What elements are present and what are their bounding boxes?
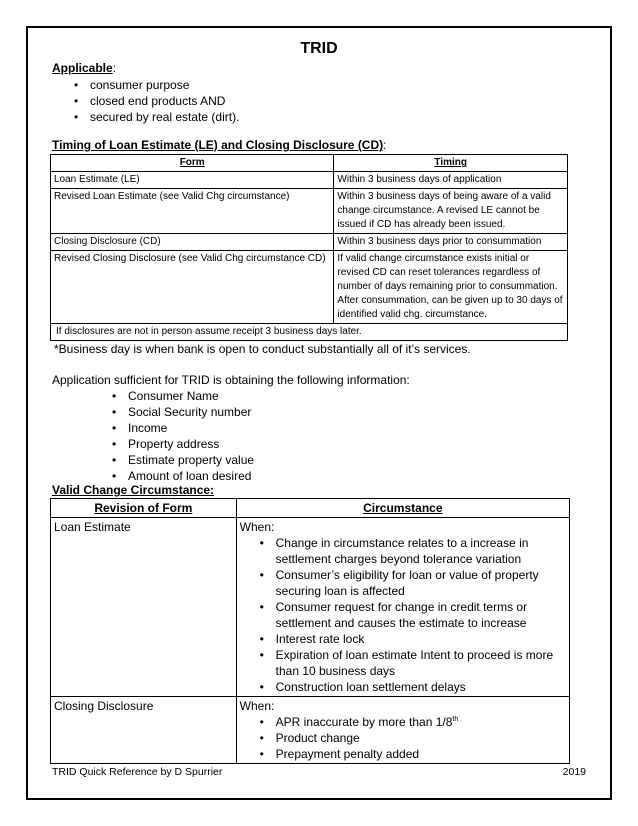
list-item: • Consumer’s eligibility for loan or value of property securing loan is affected xyxy=(240,567,566,599)
applicable-colon: : xyxy=(112,61,117,75)
when-label: When: xyxy=(239,520,275,534)
applicable-heading: Applicable xyxy=(52,61,113,75)
table-row xyxy=(51,234,568,251)
list-item: • Consumer Name xyxy=(110,388,254,404)
cell-form: Closing Disclosure xyxy=(51,697,237,764)
list-item: • Estimate property value xyxy=(110,452,254,468)
cell-form: Revised Loan Estimate (see Valid Chg circumstance) xyxy=(51,189,334,234)
cell-circumstance xyxy=(236,697,569,764)
cell-timing: Within 3 business days prior to consummation xyxy=(334,234,568,251)
list-item: • Amount of loan desired xyxy=(110,468,254,484)
list-item: • Income xyxy=(110,420,254,436)
list-item: • Expiration of loan estimate Intent to proceed is more than 10 business days xyxy=(240,647,566,679)
table-row xyxy=(51,251,568,324)
table-row xyxy=(51,697,570,764)
table-header-row xyxy=(51,155,568,172)
apr-text: APR inaccurate by more than 1/8 xyxy=(275,715,453,729)
table-footer-note: If disclosures are not in person assume receipt 3 business days later. xyxy=(51,324,568,341)
table-row xyxy=(51,172,568,189)
list-item: • secured by real estate (dirt). xyxy=(72,109,239,125)
timing-heading: Timing of Loan Estimate (LE) and Closing Disclosure (CD) xyxy=(52,138,384,152)
list-item: • Product change xyxy=(240,730,566,746)
valid-change-table xyxy=(50,498,570,764)
when-label: When: xyxy=(239,699,275,713)
footer-right: 2019 xyxy=(562,766,586,778)
list-item: • Consumer request for change in credit terms or settlement and causes the estimate to increase xyxy=(240,599,566,631)
table-footer-row xyxy=(51,324,568,341)
cell-form: Revised Closing Disclosure (see Valid Chg circumstance CD) xyxy=(51,251,334,324)
cell-form: Closing Disclosure (CD) xyxy=(51,234,334,251)
cell-form: Loan Estimate xyxy=(51,518,237,697)
list-item: • Construction loan settlement delays xyxy=(240,679,566,695)
col-header-circumstance: Circumstance xyxy=(236,499,569,518)
circumstance-list xyxy=(240,714,566,762)
cell-timing: Within 3 business days of application xyxy=(334,172,568,189)
circumstance-list xyxy=(240,535,566,695)
list-item: • Prepayment penalty added xyxy=(240,746,566,762)
cell-form: Loan Estimate (LE) xyxy=(51,172,334,189)
table-row xyxy=(51,189,568,234)
application-list xyxy=(110,388,254,484)
cell-timing: Within 3 business days of being aware of a valid change circumstance. A revised LE cannot be issued if CD has already been issued. xyxy=(334,189,568,234)
application-intro: Application sufficient for TRID is obtaining the following information: xyxy=(52,373,410,387)
applicable-list xyxy=(72,77,239,125)
cell-circumstance xyxy=(236,518,569,697)
cell-timing: If valid change circumstance exists initial or revised CD can reset tolerances regardless of number of days remaining prior to consummation. After consummation, can be given up to 30 days of identified valid chg. circumstance. xyxy=(334,251,568,324)
timing-table xyxy=(50,154,568,341)
timing-colon: : xyxy=(383,140,387,152)
col-header-form: Form xyxy=(51,155,334,172)
list-item: • Interest rate lock xyxy=(240,631,566,647)
footer-left: TRID Quick Reference by D Spurrier xyxy=(52,766,223,778)
list-item: • consumer purpose xyxy=(72,77,239,93)
table-header-row xyxy=(51,499,570,518)
valid-change-heading: Valid Change Circumstance: xyxy=(52,483,215,497)
list-item xyxy=(240,714,566,730)
table-row xyxy=(51,518,570,697)
list-item: • Property address xyxy=(110,436,254,452)
page-title: TRID xyxy=(300,40,338,57)
col-header-revision: Revision of Form xyxy=(51,499,237,518)
col-header-timing: Timing xyxy=(334,155,568,172)
list-item: • Change in circumstance relates to a increase in settlement charges beyond tolerance variation xyxy=(240,535,566,567)
business-day-note: *Business day is when bank is open to conduct substantially all of it’s services. xyxy=(54,342,471,356)
apr-superscript: th xyxy=(452,716,459,723)
applicable-heading-line xyxy=(52,61,116,75)
list-item: • Social Security number xyxy=(110,404,254,420)
list-item: • closed end products AND xyxy=(72,93,239,109)
timing-heading-line xyxy=(52,138,386,152)
